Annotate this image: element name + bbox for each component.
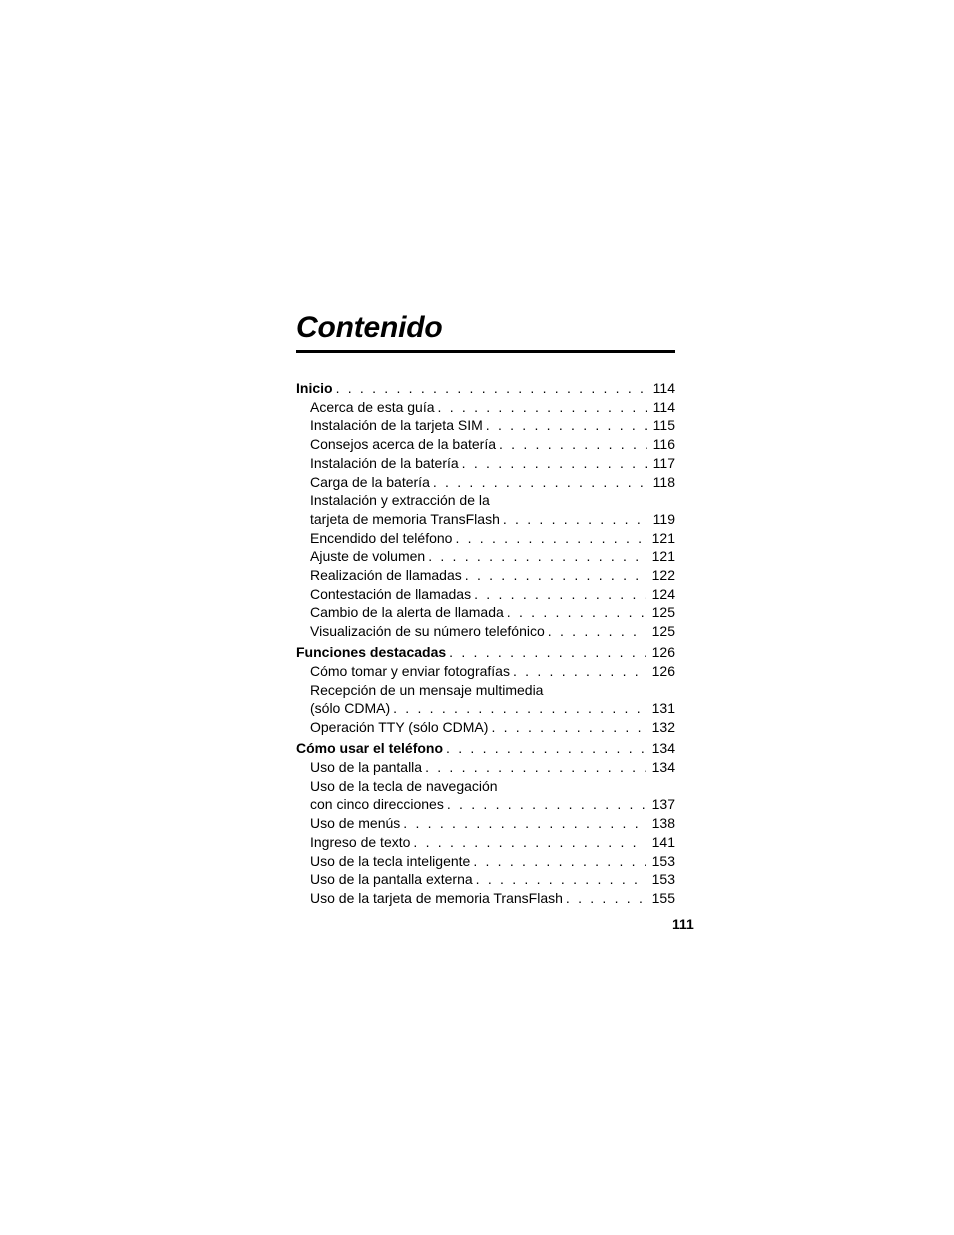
toc-entry[interactable] (296, 662, 675, 681)
toc-entry-label: Uso de la tarjeta de memoria TransFlash (310, 889, 563, 906)
dot-leader (476, 870, 646, 889)
table-of-contents (296, 379, 675, 908)
toc-entry[interactable] (296, 491, 675, 510)
toc-entry-label: Carga de la batería (310, 473, 430, 490)
dot-leader (425, 758, 646, 777)
toc-entry-page: 121 (651, 529, 675, 546)
dot-leader (403, 814, 645, 833)
toc-entry[interactable] (296, 454, 675, 473)
toc-entry-page: 138 (651, 815, 675, 832)
toc-entry-page: 132 (651, 719, 675, 736)
toc-entry[interactable] (296, 585, 675, 604)
toc-entry[interactable] (296, 510, 675, 529)
dot-leader (548, 622, 646, 641)
toc-entry[interactable] (296, 889, 675, 908)
toc-entry-page: 117 (652, 454, 675, 471)
dot-leader (446, 739, 646, 758)
toc-entry[interactable] (296, 435, 675, 454)
toc-entry-label: Contestación de llamadas (310, 585, 472, 602)
toc-entry-page: 126 (651, 663, 675, 680)
toc-entry[interactable] (296, 699, 675, 718)
dot-leader (449, 643, 645, 662)
toc-entry-page: 118 (652, 473, 675, 490)
dot-leader (503, 510, 647, 529)
toc-section[interactable] (296, 379, 675, 398)
dot-leader (462, 454, 647, 473)
page-number: 111 (672, 916, 694, 932)
toc-entry-label: Cambio de la alerta de llamada (310, 604, 504, 621)
toc-entry-label: Consejos acerca de la batería (310, 436, 496, 453)
dot-leader (428, 547, 645, 566)
toc-entry[interactable] (296, 718, 675, 737)
toc-section[interactable] (296, 739, 675, 758)
toc-entry-page: 125 (651, 604, 675, 621)
toc-entry-label: Operación TTY (sólo CDMA) (310, 719, 489, 736)
toc-entry[interactable] (296, 833, 675, 852)
dot-leader (465, 566, 646, 585)
toc-entry-label: tarjeta de memoria TransFlash (310, 510, 500, 527)
toc-entry-page: 137 (651, 796, 675, 813)
toc-entry[interactable] (296, 416, 675, 435)
toc-entry-label: Uso de la tecla de navegación (310, 777, 498, 794)
dot-leader (473, 852, 645, 871)
title-rule (296, 350, 675, 353)
toc-entry-page: 119 (652, 510, 675, 527)
toc-entry-label: Ingreso de texto (310, 833, 411, 850)
toc-entry[interactable] (296, 681, 675, 700)
toc-entry-page: 115 (652, 417, 675, 434)
toc-entry-label: Uso de menús (310, 815, 401, 832)
toc-entry[interactable] (296, 566, 675, 585)
dot-leader (507, 603, 646, 622)
toc-entry-page: 153 (651, 852, 675, 869)
dot-leader (438, 398, 647, 417)
dot-leader (491, 718, 645, 737)
toc-entry[interactable] (296, 777, 675, 796)
dot-leader (455, 529, 645, 548)
toc-entry-page: 114 (652, 380, 675, 396)
toc-entry-label: (sólo CDMA) (310, 700, 391, 717)
toc-entry-label: Cómo tomar y enviar fotografías (310, 663, 510, 680)
dot-leader (474, 585, 646, 604)
toc-entry-label: Instalación de la batería (310, 454, 459, 471)
toc-entry-label: Realización de llamadas (310, 567, 462, 584)
toc-entry-label: Acerca de esta guía (310, 398, 435, 415)
toc-entry-page: 121 (651, 548, 675, 565)
toc-entry-label: Instalación de la tarjeta SIM (310, 417, 483, 434)
dot-leader (486, 416, 647, 435)
toc-entry-label: Inicio (296, 380, 333, 396)
dot-leader (413, 833, 645, 852)
toc-entry-page: 125 (651, 623, 675, 640)
dot-leader (336, 379, 647, 398)
dot-leader (499, 435, 647, 454)
toc-entry[interactable] (296, 529, 675, 548)
toc-entry-label: Funciones destacadas (296, 644, 447, 661)
toc-entry-page: 114 (652, 398, 675, 415)
toc-entry-label: Ajuste de volumen (310, 548, 426, 565)
toc-entry[interactable] (296, 814, 675, 833)
toc-entry[interactable] (296, 758, 675, 777)
toc-entry-label: Uso de la pantalla externa (310, 871, 473, 888)
toc-entry-label: Uso de la pantalla (310, 759, 423, 776)
toc-entry-page: 122 (651, 567, 675, 584)
toc-entry-page: 124 (651, 585, 675, 602)
toc-entry-page: 155 (651, 889, 675, 906)
toc-entry-label: con cinco direcciones (310, 796, 444, 813)
dot-leader (433, 473, 647, 492)
toc-entry-label: Cómo usar el teléfono (296, 740, 444, 757)
dot-leader (566, 889, 646, 908)
toc-entry-label: Recepción de un mensaje multimedia (310, 681, 544, 698)
toc-entry[interactable] (296, 603, 675, 622)
toc-entry[interactable] (296, 852, 675, 871)
toc-entry[interactable] (296, 622, 675, 641)
toc-entry-page: 126 (651, 644, 675, 661)
toc-entry[interactable] (296, 870, 675, 889)
toc-entry-page: 141 (651, 833, 675, 850)
toc-entry[interactable] (296, 398, 675, 417)
toc-entry-page: 153 (651, 871, 675, 888)
toc-entry-page: 134 (651, 740, 675, 757)
toc-entry[interactable] (296, 473, 675, 492)
dot-leader (447, 795, 646, 814)
dot-leader (513, 662, 646, 681)
toc-entry-label: Visualización de su número telefónico (310, 623, 545, 640)
toc-entry[interactable] (296, 547, 675, 566)
toc-entry[interactable] (296, 795, 675, 814)
toc-entry-label: Uso de la tecla inteligente (310, 852, 471, 869)
toc-section[interactable] (296, 643, 675, 662)
page-title: Contenido (296, 311, 443, 344)
toc-entry-page: 131 (651, 700, 675, 717)
toc-entry-page: 116 (652, 436, 675, 453)
toc-entry-label: Instalación y extracción de la (310, 492, 490, 509)
toc-entry-label: Encendido del teléfono (310, 529, 453, 546)
toc-entry-page: 134 (651, 759, 675, 776)
dot-leader (393, 699, 646, 718)
